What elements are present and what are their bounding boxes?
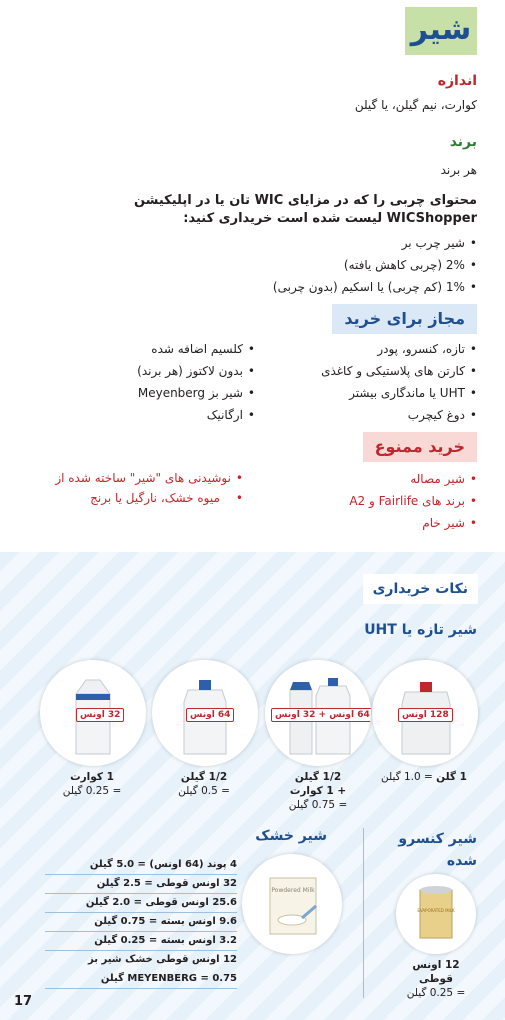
list-item: • شیر مصاله xyxy=(349,468,477,490)
caption-half-gallon-quart xyxy=(270,770,366,812)
half-gallon-circle xyxy=(152,660,258,766)
brand-label: برند xyxy=(449,134,477,150)
list-item: • کلسیم اضافه شده xyxy=(137,338,255,360)
powdered-milk-box-icon xyxy=(242,854,342,954)
tips-header: نکات خریداری xyxy=(363,574,478,604)
caption-line: = 0.25 گیلن xyxy=(406,987,466,999)
caption-line: 12 اونس قوطی xyxy=(412,959,460,985)
caption-line: = 1.0 گیلن xyxy=(381,771,433,783)
canned-circle xyxy=(396,874,476,954)
list-item: • شیر خام xyxy=(349,512,477,534)
caption-line: 1/2 گیلن xyxy=(180,771,228,783)
canned-header-line: شیر کنسرو xyxy=(398,831,477,847)
allowed-list-1 xyxy=(321,338,477,426)
forbidden-header: خرید ممنوع xyxy=(363,432,477,462)
title-box xyxy=(405,7,477,55)
cap-icon xyxy=(199,680,211,690)
list-item: • ارگانیک xyxy=(137,404,255,426)
size-badge: 64 اونس + 32 اونس xyxy=(271,708,371,722)
caption-half-gallon xyxy=(156,770,252,798)
caption-line: 1 کوارت xyxy=(70,771,114,783)
evaporated-milk-can-icon xyxy=(396,874,476,954)
cap-icon xyxy=(328,678,338,686)
list-item: • کارتن های پلاستیکی و کاغذی xyxy=(321,360,477,382)
forbidden-list-2 xyxy=(55,468,243,508)
list-item-continued xyxy=(55,488,243,508)
cap-icon xyxy=(420,682,432,692)
caption-line: + 1 کوارت xyxy=(289,785,347,797)
list-item: 9.6 اونس بسته = 0.75 گیلن xyxy=(45,913,237,932)
list-item: 3.2 اونس بسته = 0.25 گیلن xyxy=(45,932,237,951)
powdered-conversion-list xyxy=(45,856,237,989)
size-label: اندازه xyxy=(437,73,477,89)
caption-gallon xyxy=(376,770,472,784)
caption-line: = 0.25 گیلن xyxy=(62,785,122,797)
caption-line: = 0.75 گیلن xyxy=(288,799,348,811)
list-item xyxy=(55,468,243,488)
caption-quart xyxy=(44,770,140,798)
fat-list xyxy=(273,232,477,298)
list-item: • 2% (چربی کاهش یافته) xyxy=(273,254,477,276)
size-badge: 128 اونس xyxy=(398,708,453,722)
canned-header-line: شده xyxy=(446,853,477,869)
list-item: • دوغ کیچرب xyxy=(321,404,477,426)
list-item: • برند های Fairlife و A2 xyxy=(349,490,477,512)
list-item: • شیر چرب بر xyxy=(273,232,477,254)
size-text: کوارت، نیم گیلن، یا گیلن xyxy=(354,98,477,112)
size-badge: 32 اونس xyxy=(76,708,124,722)
brand-text: هر برند xyxy=(440,163,477,177)
size-badge: 64 اونس xyxy=(186,708,234,722)
can-label: EVAPORATED MILK xyxy=(417,908,455,913)
gallon-jug-circle xyxy=(372,660,478,766)
powdered-circle xyxy=(242,854,342,954)
allowed-list-2 xyxy=(137,338,255,426)
list-item: • بدون لاکتوز (هر برند) xyxy=(137,360,255,382)
box-label: Powdered Milk xyxy=(271,887,315,894)
caption-line: = 0.5 گیلن xyxy=(178,785,230,797)
quart-carton-circle xyxy=(40,660,146,766)
caption-canned xyxy=(396,958,476,1000)
fat-instructions xyxy=(27,192,477,228)
list-item: MEYENBERG = 0.75 گیلن xyxy=(45,970,237,989)
list-item: 4 پوند (64 اونس) = 5.0 گیلن xyxy=(45,856,237,875)
section-divider xyxy=(363,828,364,998)
list-item: • 1% (کم چربی) یا اسکیم (بدون چربی) xyxy=(273,276,477,298)
list-item: 25.6 اونس قوطی = 2.0 گیلن xyxy=(45,894,237,913)
forbidden-list-1 xyxy=(349,468,477,534)
powdered-header: شیر خشک xyxy=(255,828,327,844)
list-item: 12 اونس قوطی خشک شیر بز xyxy=(88,954,237,965)
page-title: شیر xyxy=(410,12,472,47)
canned-header xyxy=(398,828,477,872)
forbidden-drinks-line-2: میوه خشک، نارگیل یا برنج xyxy=(90,491,220,505)
allowed-header: مجاز برای خرید xyxy=(332,304,477,334)
forbidden-drinks-line-1: نوشیدنی های "شیر" ساخته شده از xyxy=(55,471,231,485)
list-item: • تازه، کنسرو، پودر xyxy=(321,338,477,360)
list-item: 32 اونس قوطی = 2.5 گیلن xyxy=(45,875,237,894)
fat-line-2: WICShopper لیست شده است خریداری کنید: xyxy=(183,211,477,226)
caption-line: 1 گلن xyxy=(436,771,467,783)
half-gallon-quart-circle xyxy=(265,660,371,766)
caption-line: 1/2 گیلن xyxy=(294,771,342,783)
fat-line-1: محتوای چربی را که در مزایای WIC تان یا در اپلیکیشن xyxy=(133,193,477,208)
page-number: 17 xyxy=(14,994,33,1009)
list-item: • UHT یا ماندگاری بیشتر xyxy=(321,382,477,404)
list-item: • شیر بز Meyenberg xyxy=(137,382,255,404)
fresh-milk-header: شیر تازه یا UHT xyxy=(364,622,477,638)
